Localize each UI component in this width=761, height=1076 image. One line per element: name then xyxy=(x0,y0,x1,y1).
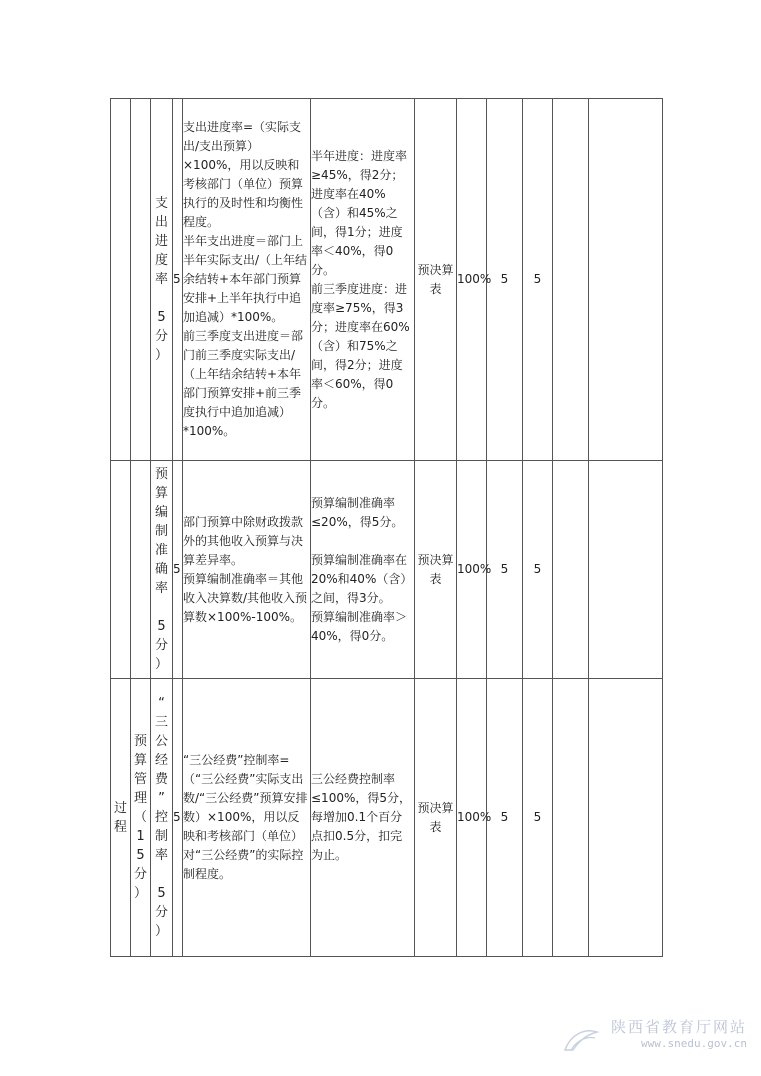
scoring-line: 预算编制准确率在20%和40%（含）之间，得3分。 xyxy=(311,552,413,605)
description-line: “三公经费”控制率=（“三公经费”实际支出数/“三公经费”预算安排数）×100%，用以反映和考核部门（单位）对“三公经费”的实际控制程度。 xyxy=(183,753,308,881)
vertical-char: 率 xyxy=(154,272,168,287)
table-row xyxy=(111,679,663,957)
vertical-char: 预 xyxy=(154,467,168,482)
table-row xyxy=(111,99,663,461)
vertical-char: ） xyxy=(133,886,147,901)
vertical-char: “ xyxy=(158,696,165,711)
vertical-char: 算 xyxy=(133,753,147,768)
vertical-char: ） xyxy=(154,924,168,939)
sub-category-cell-top xyxy=(131,99,151,461)
vertical-char: 控 xyxy=(154,810,168,825)
vertical-char: 分 xyxy=(154,905,168,920)
vertical-char: （ xyxy=(133,810,147,825)
scoring-standard xyxy=(311,461,415,679)
data-source-cell: 预决算表 xyxy=(415,679,457,957)
vertical-char: 算 xyxy=(154,486,168,501)
empty-cell xyxy=(589,461,663,679)
category-cell-top xyxy=(111,99,131,461)
description-line: 部门预算中除财政拨款外的其他收入预算与决算差异率。 xyxy=(183,514,304,567)
vertical-char: 率 xyxy=(154,848,168,863)
vertical-char xyxy=(159,865,163,884)
weight-cell: 5 xyxy=(173,99,183,461)
watermark-url: www.snedu.gov.cn xyxy=(641,1037,747,1050)
score-cell: 5 xyxy=(487,679,523,957)
vertical-char: ） xyxy=(154,657,168,672)
weight-cell: 5 xyxy=(173,461,183,679)
table-row xyxy=(111,461,663,679)
evaluation-table xyxy=(110,98,663,957)
sub-category-cell xyxy=(131,679,151,957)
indicator-name-cell xyxy=(151,461,173,679)
vertical-char: 出 xyxy=(154,215,168,230)
score-cell: 5 xyxy=(523,679,553,957)
vertical-char: 率 xyxy=(154,581,168,596)
vertical-char: 程 xyxy=(113,819,127,835)
vertical-char: 准 xyxy=(154,543,168,558)
empty-cell xyxy=(553,99,589,461)
empty-cell xyxy=(589,679,663,957)
description-line: 支出进度率=（实际支出/支出预算）×100%，用以反映和考核部门（单位）预算执行的及时性和均衡性程度。 xyxy=(183,120,304,229)
empty-cell xyxy=(553,461,589,679)
data-source-cell: 预决算表 xyxy=(415,99,457,461)
vertical-char: 5 xyxy=(157,619,166,634)
scoring-line: 预算编制准确率≤20%，得5分。 xyxy=(311,495,404,529)
percentage-cell: 100% xyxy=(457,679,487,957)
vertical-char: 理 xyxy=(133,791,147,806)
vertical-char: 制 xyxy=(154,829,168,844)
empty-cell xyxy=(553,679,589,957)
description-line: 预算编制准确率＝其他收入决算数/其他收入预算数×100%-100%。 xyxy=(183,571,308,624)
category-cell-top xyxy=(111,461,131,679)
empty-cell xyxy=(589,99,663,461)
vertical-char: 管 xyxy=(133,772,147,787)
vertical-char: ” xyxy=(158,791,165,806)
percentage-cell: 100% xyxy=(457,461,487,679)
vertical-char xyxy=(159,598,163,617)
vertical-char: 确 xyxy=(154,562,168,577)
vertical-char: 5 xyxy=(157,886,166,901)
percentage-cell: 100% xyxy=(457,99,487,461)
vertical-char: 5 xyxy=(136,848,145,863)
scoring-line: 前三季度进度：进度率≥75%，得3分；进度率在60%（含）和75%之间，得2分；进度率＜60%，得0分。 xyxy=(311,281,410,410)
watermark-title: 陕西省教育厅网站 xyxy=(610,1018,747,1036)
vertical-char: 进 xyxy=(154,234,168,249)
category-cell xyxy=(111,679,131,957)
vertical-char: 费 xyxy=(154,772,168,787)
indicator-description xyxy=(183,679,311,957)
weight-cell: 5 xyxy=(173,679,183,957)
description-line: 半年支出进度＝部门上半年实际支出/（上年结余结转+本年部门预算安排+上半年执行中追加追减）*100%。 xyxy=(183,234,308,324)
vertical-char: 分 xyxy=(133,867,147,882)
data-source-cell: 预决算表 xyxy=(415,461,457,679)
vertical-char: 分 xyxy=(154,329,168,344)
vertical-char: ） xyxy=(154,348,168,363)
vertical-char: 编 xyxy=(154,505,168,520)
vertical-char: 经 xyxy=(154,753,168,768)
scoring-standard xyxy=(311,99,415,461)
score-cell: 5 xyxy=(487,99,523,461)
scoring-line: 预算编制准确率＞40%，得0分。 xyxy=(311,609,408,643)
indicator-description xyxy=(183,461,311,679)
description-line: 前三季度支出进度＝部门前三季度实际支出/（上年结余结转+本年部门预算安排+前三季度执行中追加追减）*100%。 xyxy=(183,329,304,438)
indicator-name-cell xyxy=(151,679,173,957)
sub-category-cell-top xyxy=(131,461,151,679)
vertical-char: 1 xyxy=(136,829,145,844)
indicator-name-cell xyxy=(151,99,173,461)
vertical-char: 制 xyxy=(154,524,168,539)
vertical-char: 支 xyxy=(154,196,168,211)
scoring-line: 半年进度：进度率≥45%，得2分；进度率在40%（含）和45%之间，得1分；进度率＜40%，得0分。 xyxy=(311,148,408,277)
score-cell: 5 xyxy=(523,461,553,679)
scoring-line: 三公经费控制率≤100%，得5分，每增加0.1个百分点扣0.5分，扣完为止。 xyxy=(311,772,411,862)
vertical-char: 分 xyxy=(154,638,168,653)
score-cell: 5 xyxy=(523,99,553,461)
watermark-logo-icon xyxy=(561,1024,601,1054)
vertical-char: 三 xyxy=(154,715,168,730)
score-cell: 5 xyxy=(487,461,523,679)
vertical-char: 过 xyxy=(113,800,127,816)
watermark xyxy=(611,1016,747,1050)
scoring-standard xyxy=(311,679,415,957)
indicator-description xyxy=(183,99,311,461)
vertical-char: 公 xyxy=(154,734,168,749)
vertical-char: 5 xyxy=(157,310,166,325)
vertical-char: 预 xyxy=(133,734,147,749)
vertical-char: 度 xyxy=(154,253,168,268)
vertical-char xyxy=(159,289,163,308)
